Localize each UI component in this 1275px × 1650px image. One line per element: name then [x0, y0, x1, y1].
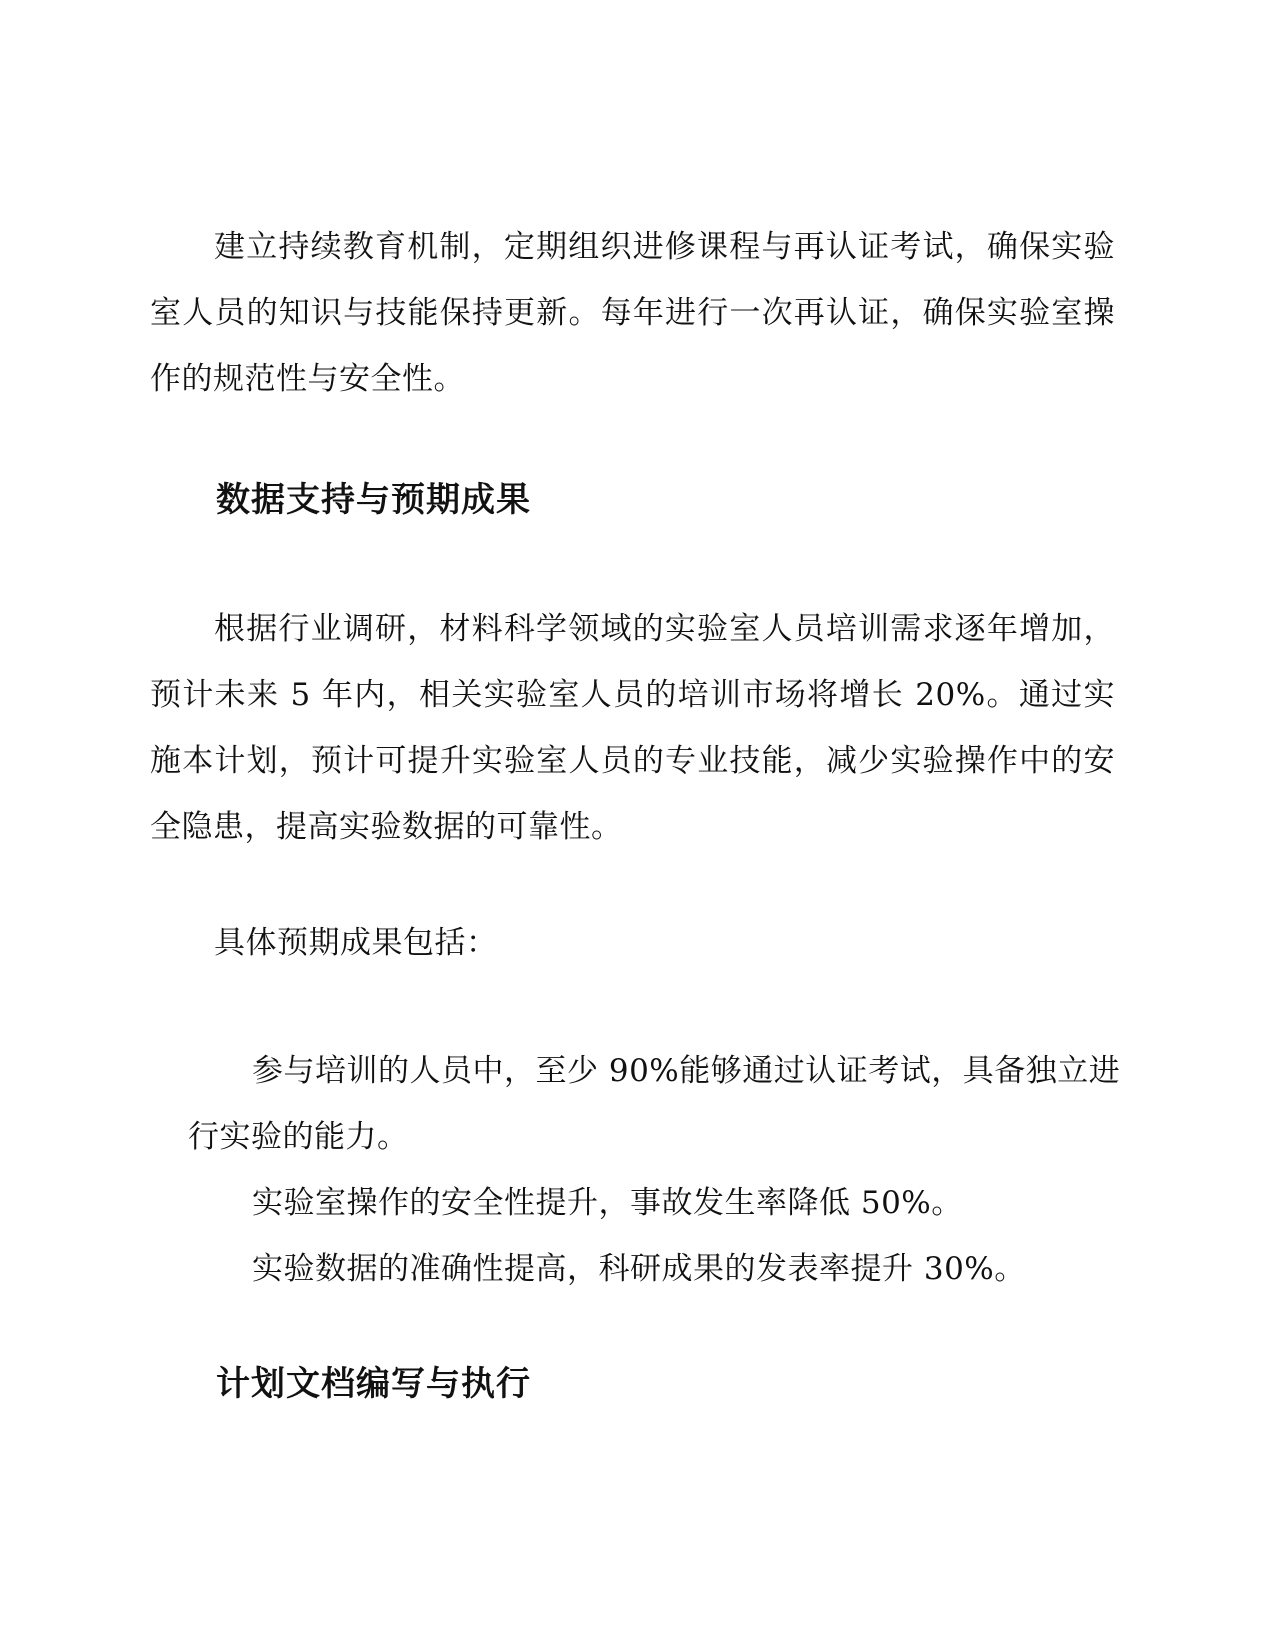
paragraph-outcomes-intro: 具体预期成果包括：: [214, 925, 498, 961]
list-item-outcome-1: 参与培训的人员中，至少 90%能够通过认证考试，具备独立进行实验的能力。: [188, 1053, 1121, 1155]
section-heading-data-support: 数据支持与预期成果: [216, 480, 531, 520]
outcomes-list: [150, 1038, 1140, 1302]
section-heading-plan-document: 计划文档编写与执行: [216, 1364, 531, 1404]
list-item-outcome-2: 实验室操作的安全性提升，事故发生率降低 50%。: [252, 1185, 963, 1221]
paragraph-continuing-education: 建立持续教育机制，定期组织进修课程与再认证考试，确保实验室人员的知识与技能保持更新。每年进行一次再认证，确保实验室操作的规范性与安全性。: [150, 229, 1115, 397]
paragraph-industry-research: 根据行业调研，材料科学领域的实验室人员培训需求逐年增加，预计未来 5 年内，相关实验室人员的培训市场将增长 20%。通过实施本计划，预计可提升实验室人员的专业技能，减少实验操作中的安全隐患，提高实验数据的可靠性。: [150, 611, 1115, 845]
list-item-outcome-3: 实验数据的准确性提高，科研成果的发表率提升 30%。: [252, 1251, 1026, 1287]
